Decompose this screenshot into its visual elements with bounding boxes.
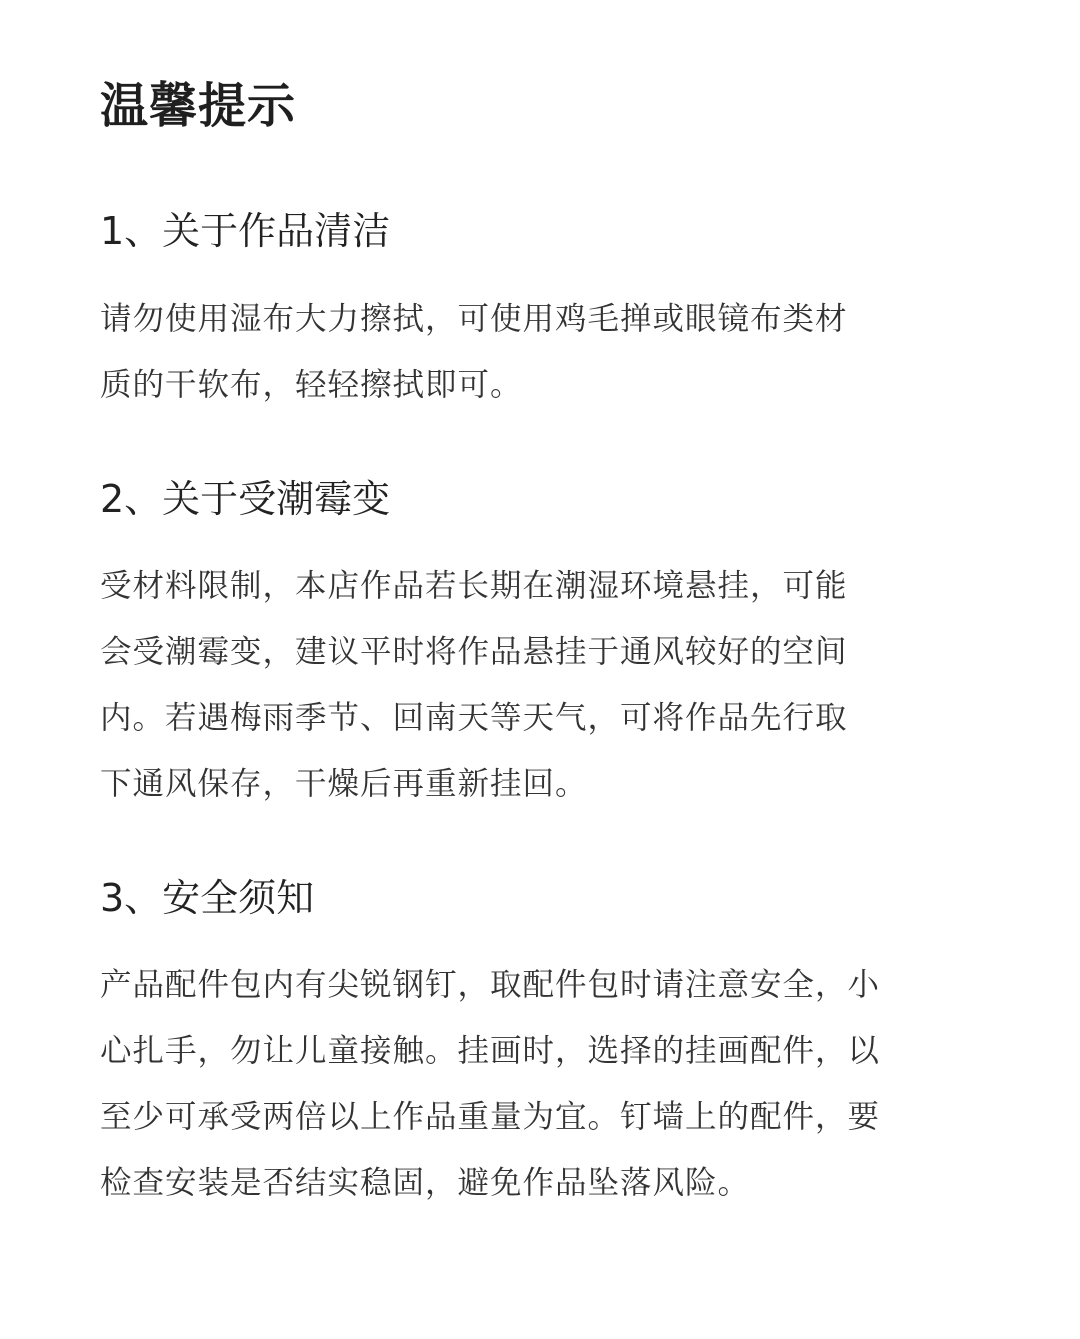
section-heading: 2、关于受潮霉变 <box>100 477 391 521</box>
section-body: 产品配件包内有尖锐钢钉，取配件包时请注意安全，小 心扎手，勿让儿童接触。挂画时，选择的挂画配件，以 至少可承受两倍以上作品重量为宜。钉墙上的配件，要 检查安装是否结实稳固，避免作品坠落风险。 <box>100 967 881 1201</box>
section-heading: 1、关于作品清洁 <box>100 209 391 253</box>
section-body: 受材料限制，本店作品若长期在潮湿环境悬挂，可能 会受潮霉变，建议平时将作品悬挂于通风较好的空间 内。若遇梅雨季节、回南天等天气，可将作品先行取 下通风保存，干燥后再重新挂回。 <box>100 568 848 802</box>
page-title: 温馨提示 <box>100 78 297 134</box>
section-body: 请勿使用湿布大力擦拭，可使用鸡毛掸或眼镜布类材 质的干软布，轻轻擦拭即可。 <box>100 301 848 403</box>
section-heading: 3、安全须知 <box>100 876 315 920</box>
